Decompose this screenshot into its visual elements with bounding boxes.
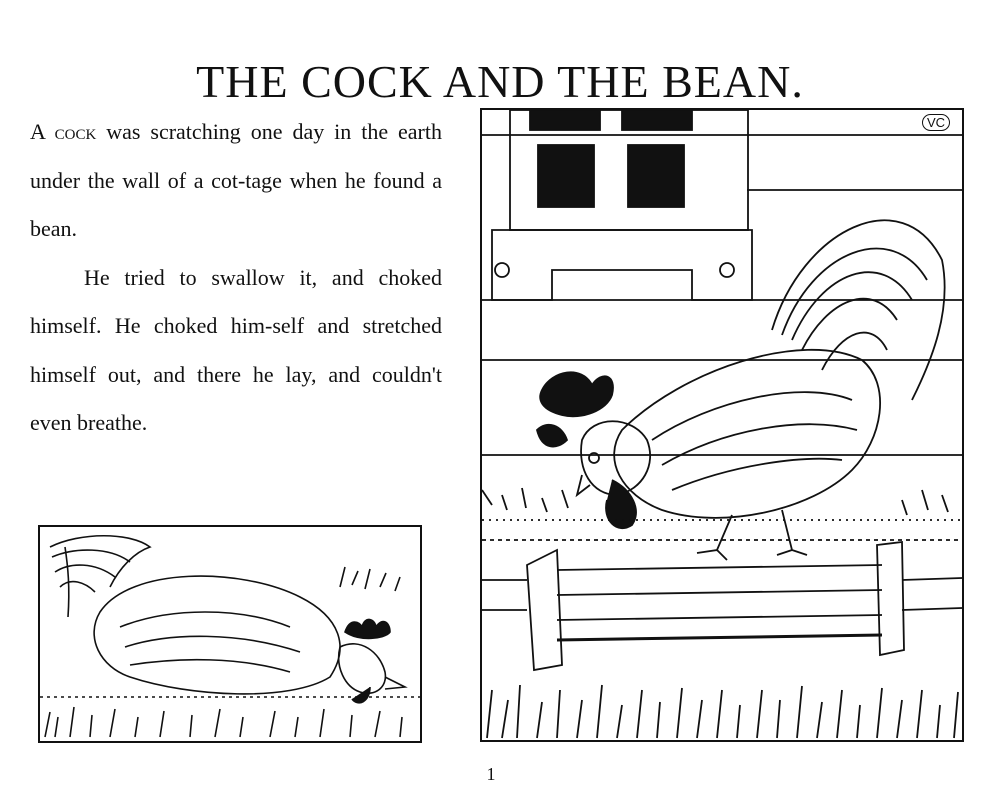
paragraph-1-text: was scratching one day in the earth under the wall of a cot-tage when he found a bean. [30,119,442,241]
page-title: THE COCK AND THE BEAN. [196,55,804,107]
story-text [30,108,442,448]
paragraph-lead: A cock [30,119,97,144]
artist-initials: VC [922,114,950,131]
page-number: 1 [486,764,496,784]
illustration-pecking-cock [480,108,964,742]
paragraph-1 [30,108,442,254]
paragraph-2: He tried to swallow it, and choked himself. He choked him-self and stretched himself out, and there he lay, and couldn't even breathe. [30,264,442,435]
fallen-cock-drawing [40,527,420,741]
illustration-fallen-cock [38,525,422,743]
pecking-cock-drawing [482,110,962,740]
